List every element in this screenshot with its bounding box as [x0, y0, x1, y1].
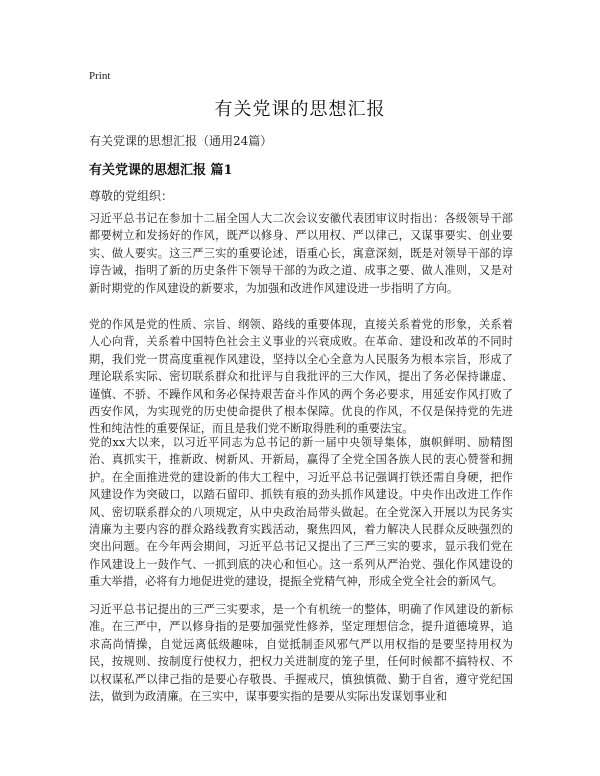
- section-heading: 有关党课的思想汇报 篇1: [89, 163, 233, 178]
- paragraph-1: 习近平总书记在参加十二届全国人大二次会议安徽代表团审议时指出：各级领导干部都要树立和发扬好的作风，既严以修身、严以用权、严以律己，又谋事要实、创业要实、做人要实。这三严三实的重要论述，语重心长，寓意深刻，既是对领导干部的谆谆告诫，指明了新的历史条件下领导干部的为政之道、成事之要、做人准则，又是对新时期党的作风建设的新要求，为加强和改进作风建设进一步指明了方向。: [89, 212, 513, 295]
- print-label: Print: [89, 70, 111, 82]
- document-title: 有关党课的思想汇报: [214, 99, 386, 120]
- salutation: 尊敬的党组织：: [89, 189, 174, 203]
- paragraph-2: 党的作风是党的性质、宗旨、纲领、路线的重要体现，直接关系着党的形象，关系着人心向背，关系着中国特色社会主义事业的兴衰成败。在革命、建设和改革的不同时期，我们党一贯高度重视作风建设，坚持以全心全意为人民服务为根本宗旨，形成了理论联系实际、密切联系群众和批评与自我批评的三大作风，提出了务必保持谦虚、谨慎、不骄、不躁作风和务必保持艰苦奋斗作风的两个务必要求，用延安作风打败了西安作风，为实现党的历史使命提供了根本保障。优良的作风，不仅是保持党的先进性和纯洁性的重要保证，而且是我们党不断取得胜利的重要法宝。: [89, 318, 513, 436]
- paragraph-4: 习近平总书记提出的三严三实要求，是一个有机统一的整体，明确了作风建设的新标准。在三严中，严以修身指的是要加强党性修养，坚定理想信念，提升道德境界，追求高尚情操，自觉远离低级趣味，自觉抵制歪风邪气严以用权指的是要坚持用权为民，按规则、按制度行使权力，把权力关进制度的笼子里，任何时候都不搞特权、不以权谋私严以律己指的是要心存敬畏、手握戒尺，慎独慎微、勤于自省，遵守党纪国法，做到为政清廉。在三实中，谋事要实指的是要从实际出发谋划事业和: [89, 603, 513, 704]
- paragraph-3: 党的xx大以来，以习近平同志为总书记的新一届中央领导集体，旗帜鲜明、励精图治、真抓实干，推新政、树新风、开新局，赢得了全党全国各族人民的衷心赞誉和拥护。在全面推进党的建设新的伟大工程中，习近平总书记强调打铁还需自身硬，把作风建设作为突破口，以踏石留印、抓铁有痕的劲头抓作风建设。中央作出改进工作作风、密切联系群众的八项规定，从中央政治局带头做起。在全党深入开展以为民务实清廉为主要内容的群众路线教育实践活动，聚焦四风，着力解决人民群众反映强烈的突出问题。在今年两会期间，习近平总书记又提出了三严三实的要求，显示我们党在作风建设上一鼓作气、一抓到底的决心和恒心。这一系列从严治党、强化作风建设的重大举措，必将有力地促进党的建设，提振全党精气神，形成全党全社会的新风气。: [89, 436, 513, 589]
- document-subtitle: 有关党课的思想汇报（通用24篇）: [89, 134, 273, 148]
